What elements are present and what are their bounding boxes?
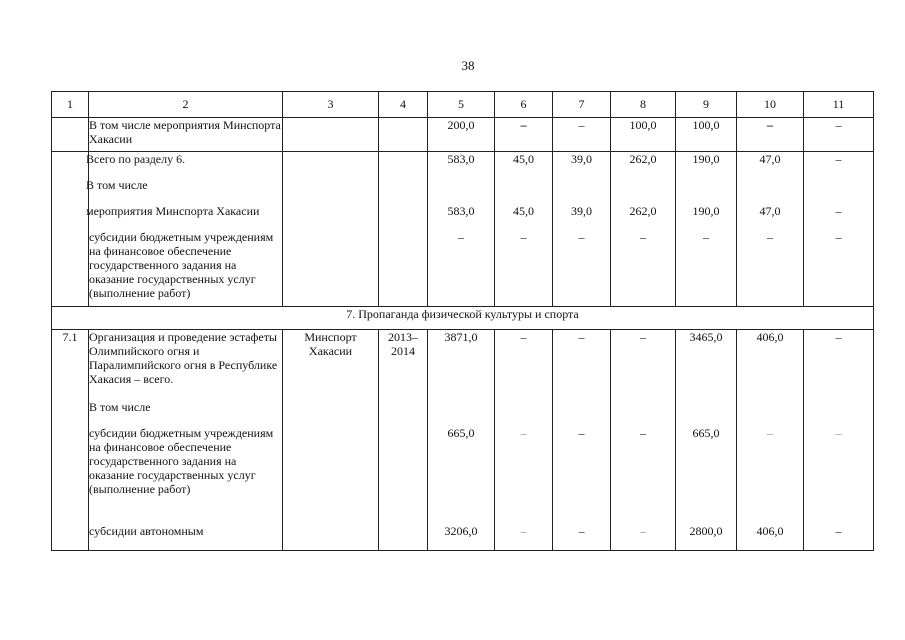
table-row — [52, 152, 874, 307]
col-header: 9 — [676, 92, 737, 118]
table-cell: 190,0 190,0 – — [676, 152, 737, 307]
table-row — [52, 118, 874, 152]
row-label: В том числе мероприятия Минспорта Хакасии — [89, 118, 283, 152]
table-cell: 3871,0 665,0 3206,0 — [428, 330, 495, 551]
section6-labels — [86, 152, 283, 307]
table-cell: 100,0 — [611, 118, 676, 152]
table-cell: 47,0 47,0 – — [737, 152, 804, 307]
item-number: 7.1 — [52, 330, 89, 551]
item71-labels — [89, 330, 283, 551]
table-cell: 200,0 — [428, 118, 495, 152]
row-label: субсидии бюджетным учреждениям на финансовое обеспечение государственного задания на оказание государственных услуг (выполнение работ) — [89, 426, 274, 496]
col-header: 4 — [379, 92, 428, 118]
row-label: Всего по разделу 6. — [86, 152, 186, 166]
table-cell: 3465,0 665,0 2800,0 — [676, 330, 737, 551]
row-label: В том числе — [86, 178, 148, 192]
col-header: 10 — [737, 92, 804, 118]
col-header: 6 — [495, 92, 553, 118]
row-label: субсидии бюджетным учреждениям на финансовое обеспечение государственного задания на оказание государственных услуг (выполнение работ) — [89, 230, 274, 300]
table-cell: 583,0 583,0 – — [428, 152, 495, 307]
col-header: 8 — [611, 92, 676, 118]
years: 2013–2014 — [379, 330, 428, 551]
table-cell: – — [804, 118, 874, 152]
table-cell: – – – — [553, 330, 611, 551]
col-header: 5 — [428, 92, 495, 118]
executor: Минспорт Хакасии — [283, 330, 379, 551]
table-header-row — [52, 92, 874, 118]
budget-table — [51, 91, 874, 551]
page-number: 38 — [461, 58, 475, 73]
col-header: 7 — [553, 92, 611, 118]
row-label: мероприятия Минспорта Хакасии — [86, 204, 260, 218]
table-row — [52, 330, 874, 551]
table-cell: – – – — [804, 330, 874, 551]
row-label: субсидии автономным — [89, 524, 204, 538]
table-cell: – — [553, 118, 611, 152]
table-cell: – – – — [804, 152, 874, 307]
table-cell: – — [495, 118, 553, 152]
table-cell: 45,0 45,0 – — [495, 152, 553, 307]
table-cell: 406,0 – 406,0 — [737, 330, 804, 551]
table-cell: 262,0 262,0 – — [611, 152, 676, 307]
row-label: Организация и проведение эстафеты Олимпийского огня и Паралимпийского огня в Республике Хакасия – всего. — [89, 330, 278, 386]
section-heading-row — [52, 307, 874, 330]
table-cell: – – – — [611, 330, 676, 551]
table-cell: 39,0 39,0 – — [553, 152, 611, 307]
col-header: 1 — [52, 92, 89, 118]
col-header: 11 — [804, 92, 874, 118]
table-cell: 100,0 — [676, 118, 737, 152]
row-label: В том числе — [89, 400, 151, 414]
section-title: 7. Пропаганда физической культуры и спорта — [52, 307, 874, 330]
table-cell: – – – — [495, 330, 553, 551]
col-header: 2 — [89, 92, 283, 118]
table-cell: – — [737, 118, 804, 152]
col-header: 3 — [283, 92, 379, 118]
